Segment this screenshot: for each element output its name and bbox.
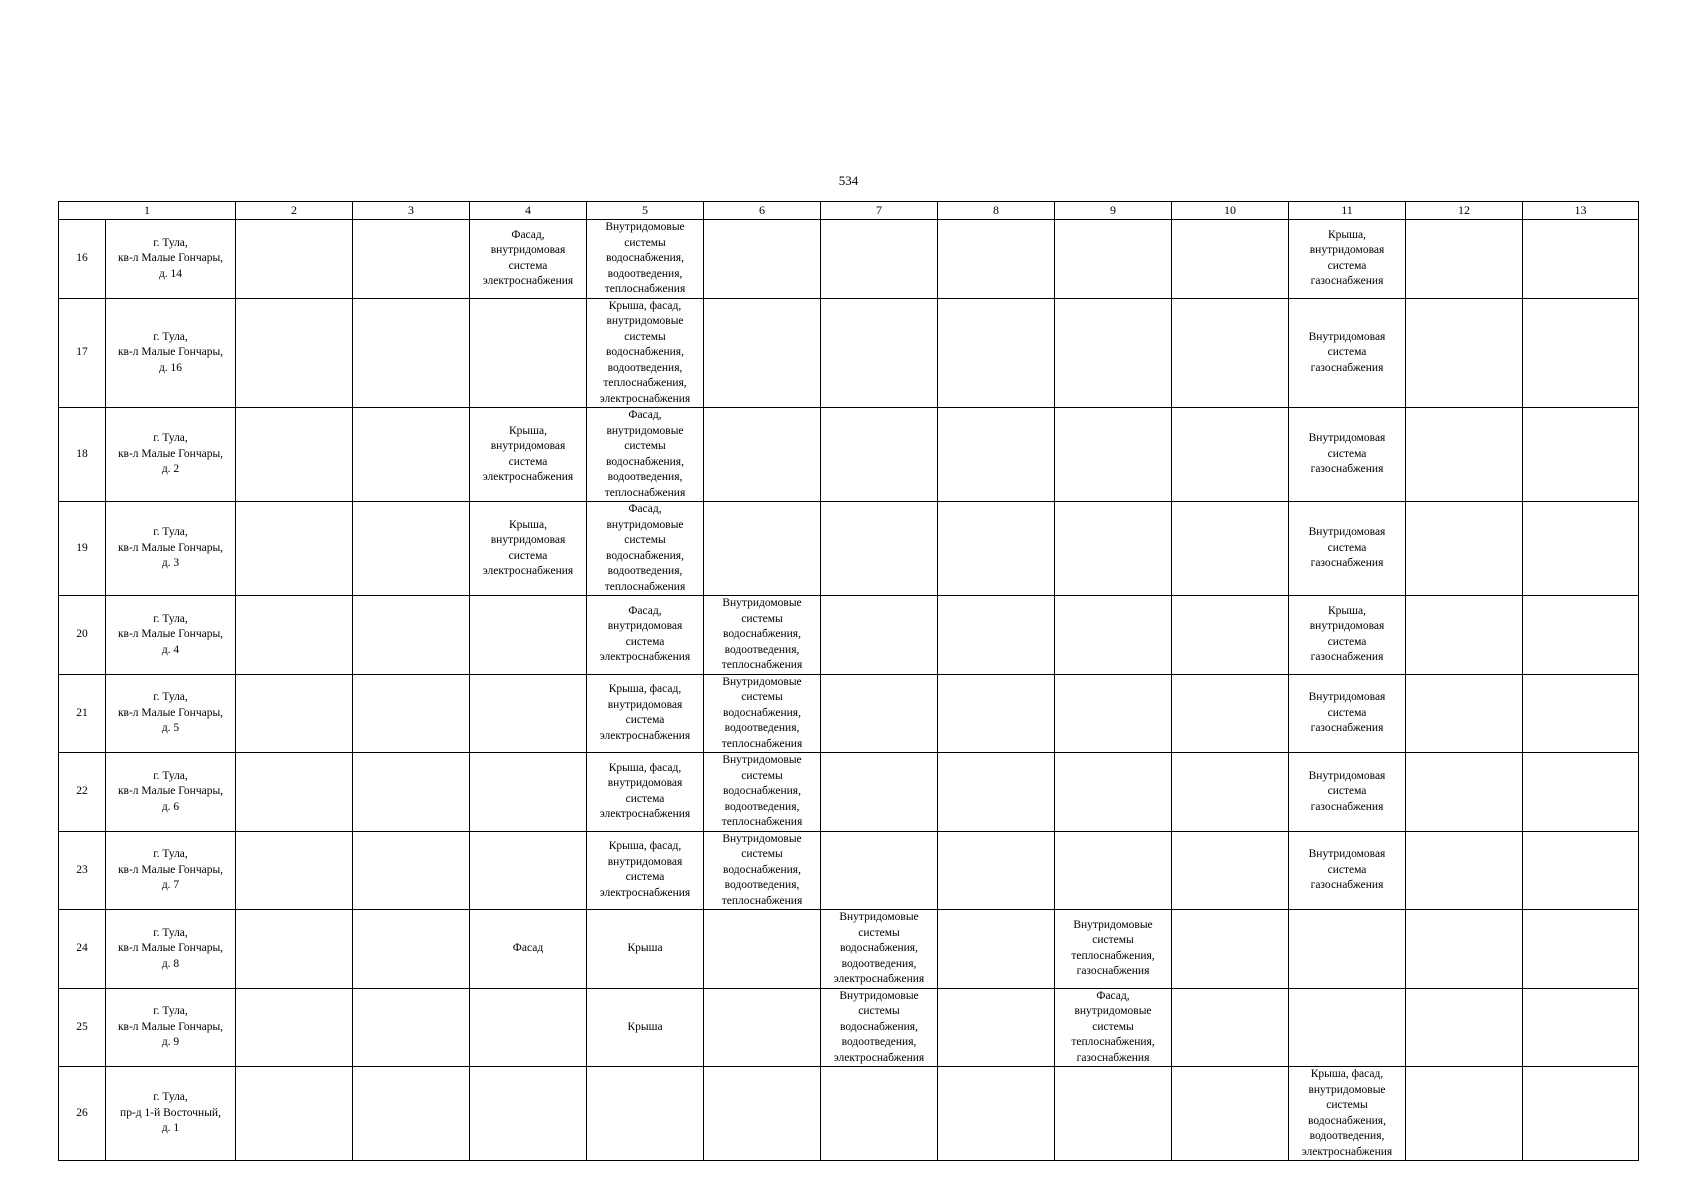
column-5-cell xyxy=(587,674,704,753)
row-number-text: 21 xyxy=(76,706,88,719)
address-text: г. Тула, пр-д 1-й Восточный, д. 1 xyxy=(120,1091,221,1135)
column-9-cell xyxy=(1055,298,1172,408)
column-9-text: Внутридомовые системы теплоснабжения, газоснабжения xyxy=(1071,918,1155,978)
row-number-cell xyxy=(59,674,106,753)
column-13-cell xyxy=(1523,988,1639,1067)
table-row xyxy=(59,910,1639,989)
address-cell xyxy=(106,831,236,910)
column-4-cell xyxy=(470,220,587,299)
column-6-cell xyxy=(704,753,821,832)
column-8-cell xyxy=(938,910,1055,989)
column-header-8: 8 xyxy=(938,202,1055,220)
column-3-cell xyxy=(353,988,470,1067)
address-cell xyxy=(106,910,236,989)
column-5-cell xyxy=(587,753,704,832)
column-header-11: 11 xyxy=(1289,202,1406,220)
column-4-cell xyxy=(470,298,587,408)
column-8-cell xyxy=(938,831,1055,910)
column-12-cell xyxy=(1406,220,1523,299)
column-6-text: Внутридомовые системы водоснабжения, водоотведения, теплоснабжения xyxy=(721,675,803,750)
column-8-cell xyxy=(938,220,1055,299)
column-10-cell xyxy=(1172,988,1289,1067)
column-2-cell xyxy=(236,220,353,299)
address-text: г. Тула, кв-л Малые Гончары, д. 7 xyxy=(117,848,224,891)
column-5-text: Крыша, фасад, внутридомовая система электроснабжения xyxy=(599,840,691,899)
column-11-cell xyxy=(1289,753,1406,832)
address-cell xyxy=(106,298,236,408)
column-12-cell xyxy=(1406,596,1523,675)
column-4-cell xyxy=(470,674,587,753)
column-11-cell xyxy=(1289,910,1406,989)
column-12-cell xyxy=(1406,831,1523,910)
column-8-cell xyxy=(938,1067,1055,1161)
column-3-cell xyxy=(353,502,470,596)
row-number-text: 22 xyxy=(76,785,88,797)
column-5-cell xyxy=(587,831,704,910)
column-4-cell xyxy=(470,1067,587,1161)
column-6-cell xyxy=(704,502,821,596)
column-12-cell xyxy=(1406,1067,1523,1161)
address-text: г. Тула, кв-л Малые Гончары, д. 3 xyxy=(117,526,224,570)
row-number-cell xyxy=(59,596,106,675)
address-text: г. Тула, кв-л Малые Гончары, д. 8 xyxy=(117,926,224,970)
column-10-cell xyxy=(1172,1067,1289,1161)
column-12-cell xyxy=(1406,298,1523,408)
column-header-7: 7 xyxy=(821,202,938,220)
row-number-cell xyxy=(59,1067,106,1161)
row-number-cell xyxy=(59,910,106,989)
column-3-cell xyxy=(353,1067,470,1161)
column-11-text: Внутридомовая система газоснабжения xyxy=(1308,848,1386,891)
column-13-cell xyxy=(1523,220,1639,299)
column-5-text: Крыша, фасад, внутридомовые системы водоснабжения, водоотведения, теплоснабжения, электроснабжения xyxy=(599,299,691,405)
table-row xyxy=(59,988,1639,1067)
column-11-text: Внутридомовая система газоснабжения xyxy=(1308,691,1386,734)
column-6-text: Внутридомовые системы водоснабжения, водоотведения, теплоснабжения xyxy=(721,832,803,907)
row-number-text: 24 xyxy=(76,942,88,954)
column-3-cell xyxy=(353,910,470,989)
column-12-cell xyxy=(1406,753,1523,832)
column-9-cell xyxy=(1055,831,1172,910)
column-header-13: 13 xyxy=(1523,202,1639,220)
column-2-cell xyxy=(236,596,353,675)
column-11-text: Внутридомовая система газоснабжения xyxy=(1308,526,1386,570)
address-text: г. Тула, кв-л Малые Гончары, д. 14 xyxy=(117,236,224,280)
column-12-cell xyxy=(1406,988,1523,1067)
column-13-cell xyxy=(1523,1067,1639,1161)
column-2-cell xyxy=(236,1067,353,1161)
column-6-cell xyxy=(704,408,821,502)
column-12-cell xyxy=(1406,502,1523,596)
column-header-6: 6 xyxy=(704,202,821,220)
column-8-cell xyxy=(938,298,1055,408)
row-number-text: 16 xyxy=(76,252,88,264)
column-header-5: 5 xyxy=(587,202,704,220)
column-4-text: Крыша, внутридомовая система электроснабжения xyxy=(482,424,574,483)
column-5-text: Фасад, внутридомовые системы водоснабжения, водоотведения, теплоснабжения xyxy=(604,409,686,499)
address-text: г. Тула, кв-л Малые Гончары, д. 16 xyxy=(117,330,224,374)
column-5-cell xyxy=(587,298,704,408)
column-11-cell xyxy=(1289,1067,1406,1161)
column-header-12: 12 xyxy=(1406,202,1523,220)
column-9-cell xyxy=(1055,1067,1172,1161)
row-number-cell xyxy=(59,298,106,408)
column-2-cell xyxy=(236,408,353,502)
column-13-cell xyxy=(1523,910,1639,989)
address-cell xyxy=(106,1067,236,1161)
column-3-cell xyxy=(353,298,470,408)
column-7-cell xyxy=(821,1067,938,1161)
column-10-cell xyxy=(1172,831,1289,910)
column-13-cell xyxy=(1523,831,1639,910)
column-5-text: Крыша, фасад, внутридомовая система электроснабжения xyxy=(599,683,691,742)
column-5-text: Крыша xyxy=(627,942,663,954)
column-5-text: Крыша xyxy=(627,1020,663,1033)
column-13-cell xyxy=(1523,502,1639,596)
column-2-cell xyxy=(236,831,353,910)
column-5-text: Фасад, внутридомовые системы водоснабжения, водоотведения, теплоснабжения xyxy=(604,503,686,593)
column-4-cell xyxy=(470,502,587,596)
table-row xyxy=(59,674,1639,753)
column-13-cell xyxy=(1523,408,1639,502)
column-8-cell xyxy=(938,596,1055,675)
column-12-cell xyxy=(1406,910,1523,989)
column-6-cell xyxy=(704,831,821,910)
table-row xyxy=(59,502,1639,596)
column-header-2: 2 xyxy=(236,202,353,220)
table-row xyxy=(59,1067,1639,1161)
table-row xyxy=(59,596,1639,675)
column-header-1: 1 xyxy=(59,202,236,220)
address-cell xyxy=(106,988,236,1067)
column-11-text: Крыша, внутридомовая система газоснабжения xyxy=(1309,228,1385,288)
column-10-cell xyxy=(1172,910,1289,989)
column-header-9: 9 xyxy=(1055,202,1172,220)
column-7-cell xyxy=(821,988,938,1067)
column-10-cell xyxy=(1172,298,1289,408)
table-row xyxy=(59,220,1639,299)
column-9-cell xyxy=(1055,674,1172,753)
column-11-text: Крыша, внутридомовая система газоснабжения xyxy=(1309,604,1385,664)
table-row xyxy=(59,298,1639,408)
column-11-text: Внутридомовая система газоснабжения xyxy=(1308,330,1386,374)
column-11-cell xyxy=(1289,408,1406,502)
address-text: г. Тула, кв-л Малые Гончары, д. 6 xyxy=(117,769,224,813)
column-13-cell xyxy=(1523,753,1639,832)
column-9-cell xyxy=(1055,596,1172,675)
column-10-cell xyxy=(1172,220,1289,299)
column-3-cell xyxy=(353,596,470,675)
column-7-cell xyxy=(821,753,938,832)
row-number-cell xyxy=(59,988,106,1067)
address-cell xyxy=(106,408,236,502)
column-5-cell xyxy=(587,502,704,596)
column-5-cell xyxy=(587,220,704,299)
table-body xyxy=(59,220,1639,1161)
address-cell xyxy=(106,502,236,596)
column-8-cell xyxy=(938,988,1055,1067)
address-text: г. Тула, кв-л Малые Гончары, д. 5 xyxy=(117,691,224,734)
column-6-text: Внутридомовые системы водоснабжения, водоотведения, теплоснабжения xyxy=(721,597,803,671)
column-3-cell xyxy=(353,408,470,502)
column-6-cell xyxy=(704,220,821,299)
column-10-cell xyxy=(1172,674,1289,753)
column-9-cell xyxy=(1055,408,1172,502)
column-5-cell xyxy=(587,910,704,989)
column-13-cell xyxy=(1523,674,1639,753)
column-11-text: Внутридомовая система газоснабжения xyxy=(1308,432,1386,476)
column-9-cell xyxy=(1055,988,1172,1067)
column-header-10: 10 xyxy=(1172,202,1289,220)
column-13-cell xyxy=(1523,596,1639,675)
column-11-cell xyxy=(1289,831,1406,910)
column-3-cell xyxy=(353,674,470,753)
column-10-cell xyxy=(1172,408,1289,502)
address-cell xyxy=(106,753,236,832)
column-3-cell xyxy=(353,220,470,299)
row-number-text: 18 xyxy=(76,447,88,460)
column-11-cell xyxy=(1289,220,1406,299)
row-number-text: 25 xyxy=(76,1020,88,1033)
column-4-cell xyxy=(470,596,587,675)
column-2-cell xyxy=(236,753,353,832)
column-11-cell xyxy=(1289,502,1406,596)
row-number-cell xyxy=(59,408,106,502)
column-2-cell xyxy=(236,502,353,596)
column-11-cell xyxy=(1289,674,1406,753)
column-10-cell xyxy=(1172,596,1289,675)
column-9-cell xyxy=(1055,910,1172,989)
column-7-cell xyxy=(821,831,938,910)
column-11-cell xyxy=(1289,298,1406,408)
column-6-cell xyxy=(704,298,821,408)
column-7-text: Внутридомовые системы водоснабжения, водоотведения, электроснабжения xyxy=(833,911,925,985)
column-5-cell xyxy=(587,408,704,502)
page-number: 534 xyxy=(838,173,859,188)
column-5-cell xyxy=(587,988,704,1067)
row-number-text: 19 xyxy=(76,541,88,554)
row-number-text: 23 xyxy=(76,863,88,876)
column-10-cell xyxy=(1172,502,1289,596)
column-6-cell xyxy=(704,1067,821,1161)
column-header-3: 3 xyxy=(353,202,470,220)
column-2-cell xyxy=(236,988,353,1067)
column-11-text: Внутридомовая система газоснабжения xyxy=(1308,769,1386,813)
column-8-cell xyxy=(938,753,1055,832)
column-12-cell xyxy=(1406,674,1523,753)
row-number-text: 17 xyxy=(76,346,88,358)
column-7-cell xyxy=(821,674,938,753)
column-6-cell xyxy=(704,596,821,675)
column-2-cell xyxy=(236,674,353,753)
column-7-cell xyxy=(821,220,938,299)
column-3-cell xyxy=(353,753,470,832)
column-13-cell xyxy=(1523,298,1639,408)
column-8-cell xyxy=(938,502,1055,596)
column-5-text: Крыша, фасад, внутридомовая система электроснабжения xyxy=(599,761,691,821)
column-9-text: Фасад, внутридомовые системы теплоснабжения, газоснабжения xyxy=(1071,989,1155,1064)
column-7-cell xyxy=(821,408,938,502)
table-row xyxy=(59,753,1639,832)
column-8-cell xyxy=(938,408,1055,502)
column-4-cell xyxy=(470,910,587,989)
column-4-cell xyxy=(470,408,587,502)
column-4-text: Фасад xyxy=(512,942,544,954)
column-9-cell xyxy=(1055,220,1172,299)
column-9-cell xyxy=(1055,502,1172,596)
column-2-cell xyxy=(236,910,353,989)
column-4-cell xyxy=(470,988,587,1067)
column-7-cell xyxy=(821,910,938,989)
column-10-cell xyxy=(1172,753,1289,832)
column-6-text: Внутридомовые системы водоснабжения, водоотведения, теплоснабжения xyxy=(721,754,803,828)
column-6-cell xyxy=(704,674,821,753)
column-header-4: 4 xyxy=(470,202,587,220)
column-11-text: Крыша, фасад, внутридомовые системы водоснабжения, водоотведения, электроснабжения xyxy=(1301,1068,1393,1158)
column-6-cell xyxy=(704,910,821,989)
column-2-cell xyxy=(236,298,353,408)
column-3-cell xyxy=(353,831,470,910)
row-number-text: 20 xyxy=(76,628,88,640)
row-number-cell xyxy=(59,753,106,832)
header-row xyxy=(59,202,1639,220)
column-6-cell xyxy=(704,988,821,1067)
column-4-cell xyxy=(470,753,587,832)
column-9-cell xyxy=(1055,753,1172,832)
column-4-text: Фасад, внутридомовая система электроснабжения xyxy=(482,228,574,288)
row-number-cell xyxy=(59,831,106,910)
address-text: г. Тула, кв-л Малые Гончары, д. 4 xyxy=(117,612,224,656)
row-number-text: 26 xyxy=(76,1106,88,1119)
repair-schedule-table xyxy=(58,201,1639,1161)
column-7-cell xyxy=(821,298,938,408)
column-11-cell xyxy=(1289,988,1406,1067)
address-cell xyxy=(106,674,236,753)
column-5-text: Внутридомовые системы водоснабжения, водоотведения, теплоснабжения xyxy=(604,221,686,295)
address-text: г. Тула, кв-л Малые Гончары, д. 2 xyxy=(117,432,224,476)
column-5-text: Фасад, внутридомовая система электроснабжения xyxy=(599,604,691,664)
column-11-cell xyxy=(1289,596,1406,675)
address-cell xyxy=(106,220,236,299)
column-5-cell xyxy=(587,596,704,675)
column-8-cell xyxy=(938,674,1055,753)
address-cell xyxy=(106,596,236,675)
column-5-cell xyxy=(587,1067,704,1161)
table-row xyxy=(59,408,1639,502)
row-number-cell xyxy=(59,220,106,299)
column-7-cell xyxy=(821,596,938,675)
row-number-cell xyxy=(59,502,106,596)
column-4-text: Крыша, внутридомовая система электроснабжения xyxy=(482,518,574,577)
address-text: г. Тула, кв-л Малые Гончары, д. 9 xyxy=(117,1005,224,1048)
column-4-cell xyxy=(470,831,587,910)
table-row xyxy=(59,831,1639,910)
column-7-text: Внутридомовые системы водоснабжения, водоотведения, электроснабжения xyxy=(833,989,925,1064)
column-12-cell xyxy=(1406,408,1523,502)
column-7-cell xyxy=(821,502,938,596)
